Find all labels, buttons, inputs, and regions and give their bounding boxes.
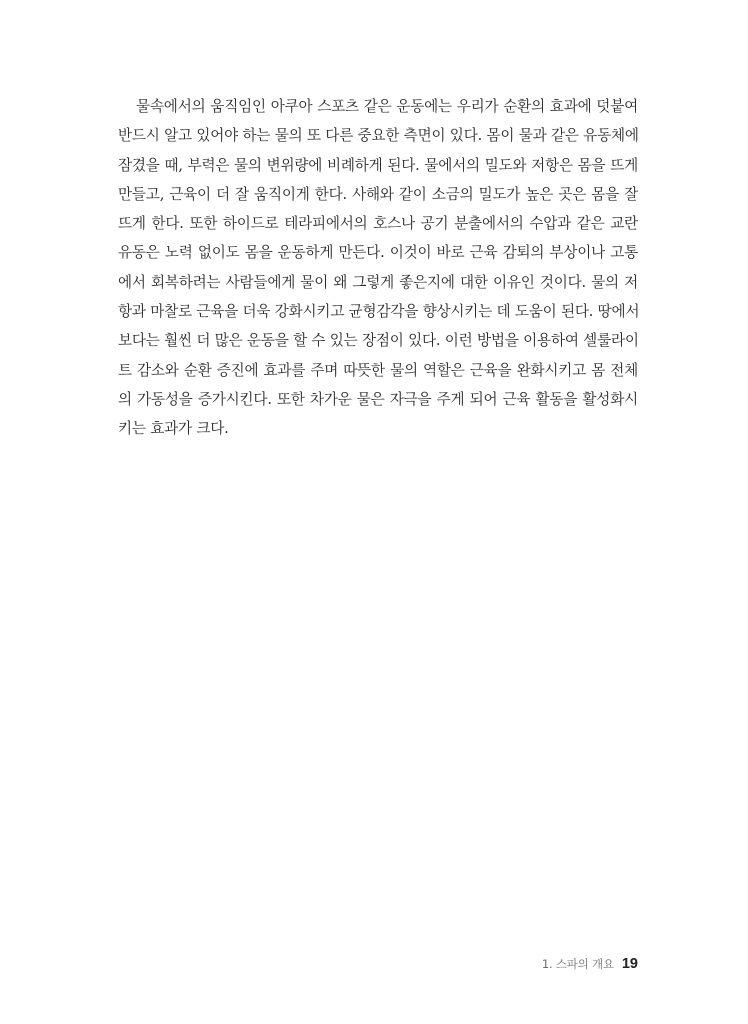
- paragraph-line: 보다는 훨씬 더 많은 운동을 할 수 있는 장점이 있다. 이런 방법을 이용하여 셀룰라이: [118, 332, 639, 350]
- paragraph-line: 의 가동성을 증가시킨다. 또한 차가운 물은 자극을 주게 되어 근육 활동을 활성화시: [118, 390, 638, 408]
- paragraph-line: 에서 회복하려는 사람들에게 물이 왜 그렇게 좋은지에 대한 이유인 것이다. 물의 저: [118, 273, 638, 291]
- page-footer: [542, 956, 638, 978]
- paragraph-line: 유동은 노력 없이도 몸을 운동하게 만든다. 이것이 바로 근육 감퇴의 부상이나 고통: [118, 244, 638, 262]
- paragraph-line: 트 감소와 순환 증진에 효과를 주며 따뜻한 물의 역할은 근육을 완화시키고 몸 전체: [118, 361, 638, 379]
- body-paragraph: [118, 92, 638, 444]
- page-number: 19: [621, 956, 638, 972]
- paragraph-line: 항과 마찰로 근육을 더욱 강화시키고 균형감각을 향상시키는 데 도움이 된다. 땅에서: [118, 303, 640, 321]
- paragraph-line: 반드시 알고 있어야 하는 물의 또 다른 중요한 측면이 있다. 몸이 물과 같은 유동체에: [118, 127, 639, 145]
- paragraph-line: 물속에서의 움직임인 아쿠아 스포츠 같은 운동에는 우리가 순환의 효과에 덧붙여: [136, 98, 638, 115]
- paragraph-line: 만들고, 근육이 더 잘 움직이게 한다. 사해와 같이 소금의 밀도가 높은 곳은 몸을 잘: [118, 185, 638, 203]
- paragraph-line: 잠겼을 때, 부력은 물의 변위량에 비례하게 된다. 물에서의 밀도와 저항은 몸을 뜨게: [118, 156, 638, 174]
- paragraph-line: 키는 효과가 크다.: [118, 420, 229, 438]
- paragraph-line: 뜨게 한다. 또한 하이드로 테라피에서의 호스나 공기 분출에서의 수압과 같은 교란: [118, 215, 638, 233]
- chapter-label: 1. 스파의 개요: [541, 957, 614, 971]
